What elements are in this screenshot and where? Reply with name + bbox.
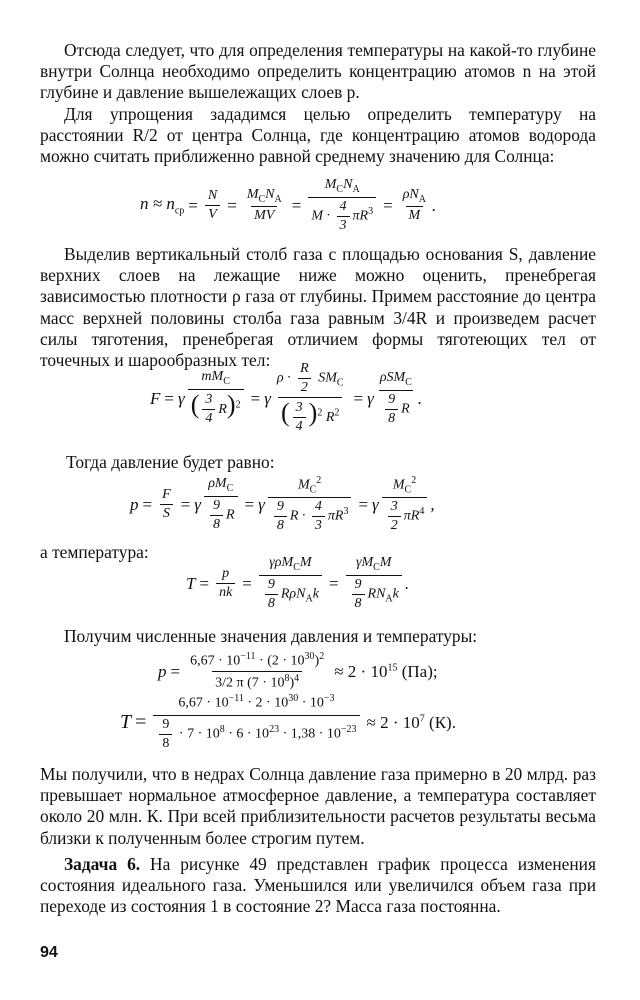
paragraph-5: а температура: (40, 542, 149, 562)
paragraph-7: Мы получили, что в недрах Солнца давление газа примерно в 20 млрд. раз превышает нормальное атмосферное давление, а температура составляет около 20 млн. К. При всей приблизительности расчетов результаты весьма близки к полученным более строгим путем. (40, 764, 596, 848)
paragraph-1: Отсюда следует, что для определения температуры на какой-то глубине внутри Солнца необходимо определить концентрацию атомов n на этой глубине и давление вышележащих слоев p. (40, 40, 596, 103)
task-label: Задача 6. (64, 854, 141, 874)
paragraph-8 (40, 854, 596, 918)
paragraph-2: Для упрощения зададимся целью определить температуру на расстоянии R/2 от центра Солнца, где концентрацию атомов водорода можно считать приближенно равной среднему значению для Солнца: (40, 104, 596, 167)
equation-numeric-pressure: p = $\frac{6,67 \cdot 10^{-11} \cdot (2 \cdot 10^{30})^2}{3/2 \pi (7 \cdot 10^8)^4}$ ≈ $2 \cdot 10^{15}$ (Па); (158, 651, 438, 691)
paragraph-6: Получим численные значения давления и температуры: (64, 626, 478, 646)
equation-concentration: $n \approx n_{ср}$ = $\frac{N}{V}$ = $M_CN_A$ MV = $M_CN_A$ M · $\frac{4}{3}$ $\pi R^3$ = $\rho N_A$ M . (140, 177, 437, 233)
paragraph-3: Выделив вертикальный столб газа с площадью основания S, давление верхних слоев на лежащие ниже можно оценить, пренебрегая зависимостью плотности ρ газа от глубины. Примем расстояние до центра масс верхней половины столба газа равным 3/4R и произведем расчет силы тяготения, пренебрегая отличием формы тяготеющих тел от точечных и шарообразных тел: (40, 244, 596, 371)
paragraph-4: Тогда давление будет равно: (66, 452, 275, 472)
page-number: 94 (40, 944, 58, 961)
equation-pressure: p = $\frac{F}{S}$ = γ $\rho M_C$ $\frac{9}{8}$ R = γ $M_C^2$ $\frac{9}{8}$ R · $\frac{4}{3}$ $\pi R^3$ = γ $M_C^2$ $\frac{3}{2}$ $\pi R^4$ , (130, 475, 435, 534)
task-text: На рисунке 49 представлен график процесса изменения состояния идеального газа. Уменьшился или увеличился объем газа при переходе из состояния 1 в состояние 2? Масса газа постоянна. (40, 854, 596, 917)
equation-temperature: T = $\frac{p}{nk}$ = γρM$_C$M $\frac{9}{8}$ RρN$_A$k = $\gamma M_CM$ $\frac{9}{8}$ $RN_Ak$ . (186, 555, 410, 611)
equation-numeric-temperature: T = $6,67 \cdot 10^{-11} \cdot 2 \cdot 10^{30} \cdot 10^{-3}$ $\frac{9}{8}$ · $7 \cdot 10^8 \cdot 6 \cdot 10^{23} \cdot 1,38 \cdot 10^{-23}$ ≈ $2 \cdot 10^7$ (К). (120, 693, 456, 751)
equation-force: F = γ $mM_C$ ( $\frac{3}{4}$ R)$^2$ = γ ρ · $\frac{R}{2}$ $SM_C$ ( $\frac{3}{4}$ )$^2$ $R^2$ = γ ρSM$_C$ $\frac{9}{8}$ R . (150, 361, 423, 435)
